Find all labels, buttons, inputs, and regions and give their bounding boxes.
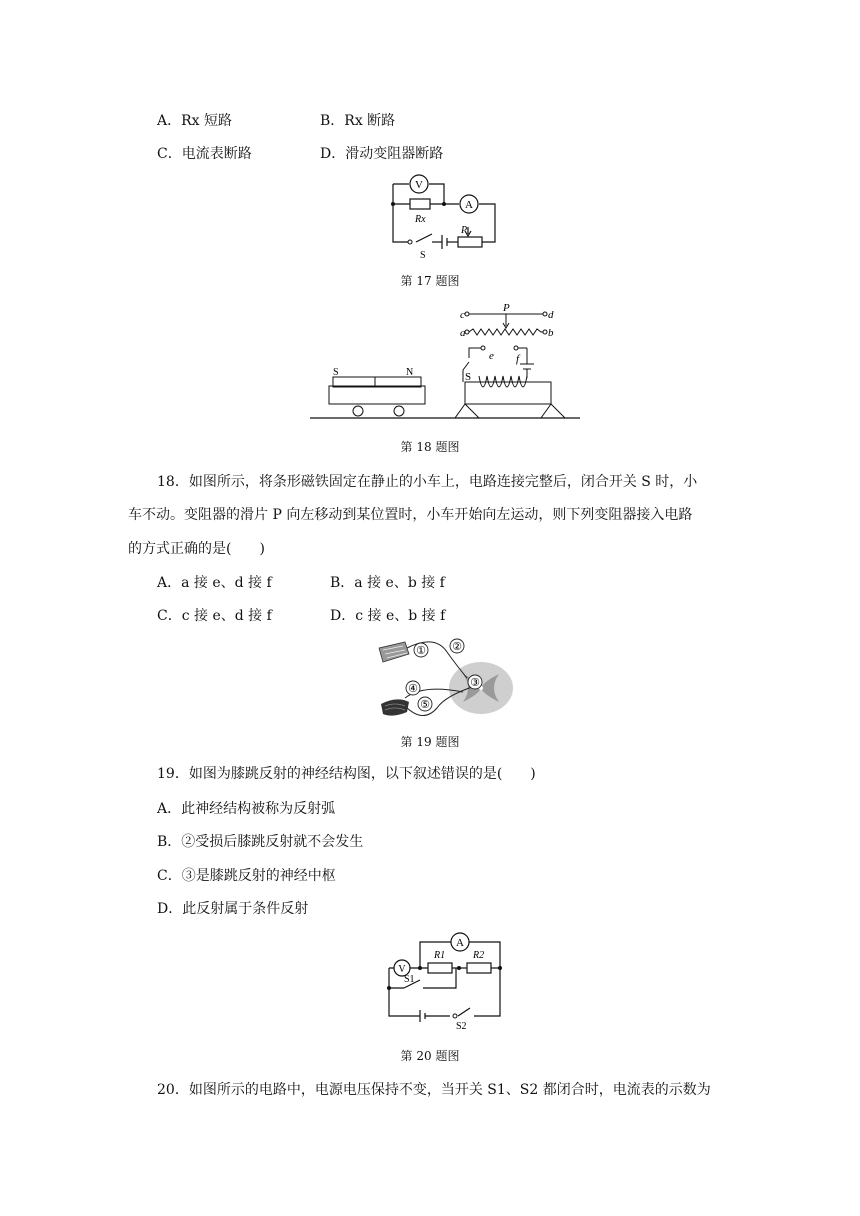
- switch-label: S: [420, 250, 426, 261]
- terminal-f-label: f: [516, 353, 520, 365]
- q19-figure-caption: 第 19 题图: [400, 735, 460, 749]
- slider-p-label: P: [503, 302, 510, 314]
- magnet-s-pole-label: S: [333, 367, 339, 378]
- slider-label: P: [461, 225, 468, 236]
- q18-stem-line-3: 的方式正确的是( ): [128, 541, 265, 557]
- q19-stem: 19．如图为膝跳反射的神经结构图，以下叙述错误的是( ): [157, 766, 536, 782]
- ammeter-label: A: [456, 937, 464, 949]
- q18-figure-caption: 第 18 题图: [400, 440, 460, 454]
- q18-stem-line-2: 车不动。变阻器的滑片 P 向左移动到某位置时，小车开始向左运动，则下列变阻器接入电路: [128, 507, 693, 523]
- q17-figure-caption: 第 17 题图: [400, 274, 460, 288]
- r1-label: R1: [434, 950, 446, 961]
- terminal-a-label: a: [460, 327, 466, 339]
- r2-label: R2: [473, 950, 485, 961]
- label-5: ⑤: [420, 699, 430, 711]
- q20-stem: 20．如图所示的电路中，电源电压保持不变，当开关 S1、S2 都闭合时，电流表的示数为: [157, 1082, 711, 1098]
- q18-option-b: B．a 接 e、b 接 f: [330, 575, 445, 591]
- effector-icon: [381, 699, 409, 715]
- terminal-c-label: c: [460, 309, 465, 321]
- q18-magnet-car-diagram: [305, 302, 585, 424]
- q20-circuit-diagram: [380, 930, 505, 1035]
- label-3: ③: [470, 677, 480, 689]
- label-2: ②: [452, 641, 462, 653]
- q18-option-a: A．a 接 e、d 接 f: [157, 575, 272, 591]
- terminal-d-label: d: [548, 309, 554, 321]
- q18-option-c: C．c 接 e、d 接 f: [157, 608, 272, 624]
- q17-circuit-diagram: [380, 172, 500, 262]
- terminal-b-label: b: [548, 327, 554, 339]
- q17-option-a: A．Rx 短路: [157, 113, 232, 129]
- ammeter-label: A: [465, 199, 473, 211]
- rx-label: Rx: [415, 214, 426, 225]
- q19-option-b: B．②受损后膝跳反射就不会发生: [157, 834, 364, 850]
- receptor-icon: [379, 642, 409, 662]
- q19-option-d: D．此反射属于条件反射: [157, 901, 309, 917]
- s2-label: S2: [456, 1021, 467, 1032]
- magnet-n-pole-label: N: [406, 367, 414, 378]
- q17-option-b: B．Rx 断路: [320, 113, 396, 129]
- label-4: ④: [408, 683, 418, 695]
- q17-option-c: C．电流表断路: [157, 146, 252, 162]
- q20-figure-caption: 第 20 题图: [400, 1049, 460, 1063]
- q18-option-d: D．c 接 e、b 接 f: [330, 608, 446, 624]
- coil-s-pole-label: S: [465, 371, 472, 383]
- q19-option-c: C．③是膝跳反射的神经中枢: [157, 868, 336, 884]
- q19-option-a: A．此神经结构被称为反射弧: [157, 801, 336, 817]
- voltmeter-label: V: [398, 964, 406, 975]
- q18-stem-line-1: 18．如图所示，将条形磁铁固定在静止的小车上，电路连接完整后，闭合开关 S 时，小: [157, 474, 698, 490]
- q17-option-d: D．滑动变阻器断路: [320, 146, 444, 162]
- s1-label: S1: [404, 974, 415, 985]
- terminal-e-label: e: [489, 350, 494, 362]
- label-1: ①: [416, 645, 426, 657]
- q19-reflex-arc-diagram: [375, 636, 517, 724]
- spinal-cord-icon: [449, 662, 513, 714]
- voltmeter-label: V: [415, 179, 423, 191]
